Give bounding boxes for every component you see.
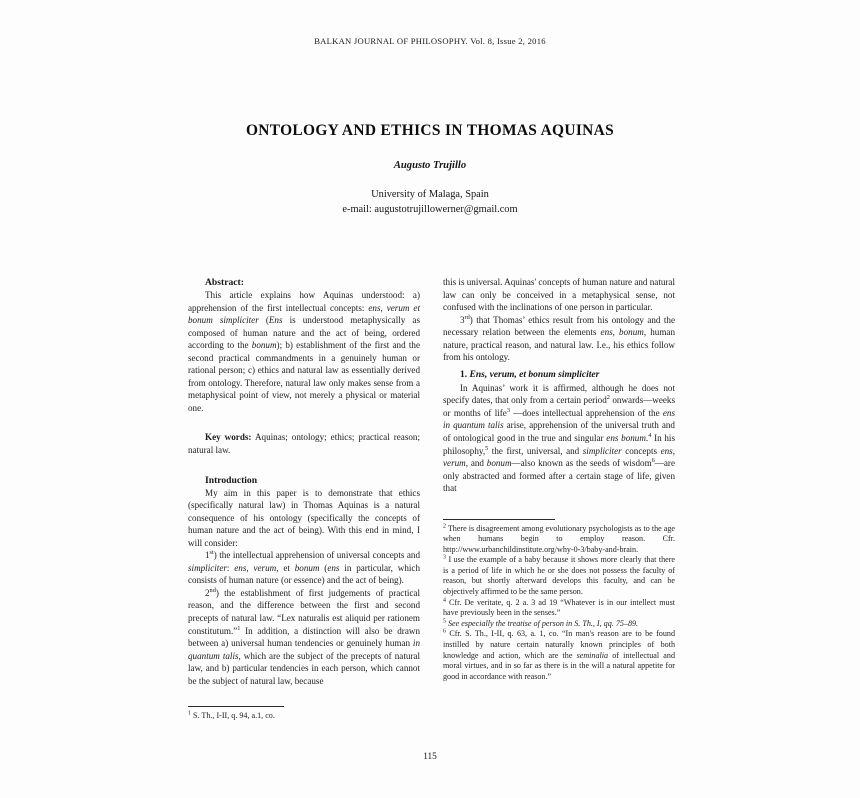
spacer (188, 457, 420, 474)
footnote-ref-4[interactable]: 4 (648, 431, 652, 439)
s1-text-d: arise, apprehension of the universal truth and of ontological good in the true and singular (443, 420, 675, 444)
page-number: 115 (423, 752, 437, 762)
item3-ordinal-suffix: rd (464, 313, 470, 321)
abstract-text-d: ); b) establishment of the first and the second practical commandments in a genuinely human or rational person; c) ethics and natural law as essentially derived from ontology. Therefore, natural law only makes sense from a metaphysical point of view, not merely a physical or material one. (188, 340, 420, 413)
footnote-1-text: S. Th., I-II, q. 94, a.1, co. (190, 710, 275, 720)
footnote-5-text: See especially the treatise of person in S. Th., I, qq. 75–89. (445, 618, 639, 628)
email-line: e-mail: augustotrujillowerner@gmail.com (342, 204, 518, 215)
footnote-3-marker: 3 (443, 554, 446, 561)
footnote-5 (443, 619, 675, 630)
footnote-2-marker: 2 (443, 522, 446, 529)
item2-text-c: , which are the subject of the precepts of natural law, and b) particular tendencies in each person, which cannot be the subject of natural law, because (188, 650, 420, 686)
s1-text-h: concepts (621, 445, 661, 456)
keywords-text: Aquinas; ontology; ethics; practical reason; natural law. (188, 432, 420, 456)
item2-text-b: In addition, a distinction will also be drawn between a) universal human tendencies or genuinely human (188, 625, 420, 649)
footnote-ref-5[interactable]: 5 (485, 444, 489, 452)
item1-italic-3: bonum (294, 562, 320, 573)
s1-italic-3: simpliciter (582, 445, 622, 456)
s1-italic-4: ens, verum (443, 445, 675, 469)
section-1-heading (443, 369, 675, 382)
list-item-2 (188, 587, 420, 687)
item2-number: 2 (205, 587, 210, 598)
item1-text-e: in particular, which consists of human nature (or essence) and the act of being). (188, 562, 420, 586)
footnote-1 (188, 711, 420, 722)
footnote-6-marker: 6 (443, 628, 446, 635)
s1-text-k: —are only abstracted and formed after a certain stage of life, given that (443, 458, 675, 494)
list-item-1 (188, 549, 420, 587)
s1-text-i: , and (465, 458, 487, 469)
page-title: ONTOLOGY AND ETHICS IN THOMAS AQUINAS (245, 122, 614, 140)
footnote-1-marker: 1 (188, 709, 191, 716)
item1-italic-2: ens, verum (234, 562, 277, 573)
footnote-3 (443, 555, 675, 597)
section-1-title: Ens, verum, et bonum simpliciter (469, 369, 600, 380)
footnote-ref-1[interactable]: 1 (237, 624, 241, 632)
abstract-italic-1: ens, verum et bonum simpliciter (188, 302, 420, 326)
s1-italic-2: ens bonum (606, 433, 646, 444)
section-1-number: 1. (460, 369, 470, 380)
section-1-paragraph (443, 382, 675, 495)
item2-italic-1: in quantum talis (188, 638, 420, 661)
left-column (188, 276, 420, 720)
abstract-text-c: is understood metaphysically as composed of human nature and the act of being, ordered according to the (188, 315, 420, 351)
item1-text-a: ) the intellectual apprehension of universal concepts and (213, 550, 420, 561)
s1-text-b: onwards—weeks or months of life (443, 395, 676, 418)
s1-italic-1: ens in quantum talis (443, 407, 675, 431)
left-footnote-block (188, 706, 420, 721)
item1-number: 1 (205, 550, 210, 561)
s1-text-a: In Aquinas’ work it is affirmed, although he does not specify dates, that only from a certain period (443, 382, 675, 406)
footnote-6-text-post: of intellectual and moral virtues, and in so far as there is in the will a natural appetite for good in accordance with reason.” (443, 650, 675, 681)
abstract-paragraph (188, 289, 420, 414)
abstract-text-b: ( (258, 315, 269, 326)
s1-text-f: In his philosophy, (443, 433, 675, 456)
item1-ordinal-suffix: st (209, 549, 214, 557)
footnote-separator-rule (443, 519, 555, 520)
abstract-italic-2: Ens (268, 315, 283, 326)
running-head: BALKAN JOURNAL OF PHILOSOPHY. Vol. 8, Issue 2, 2016 (314, 36, 546, 46)
footnote-ref-2[interactable]: 2 (606, 394, 610, 402)
s1-text-c: —does intellectual apprehension of the (509, 407, 663, 418)
item1-italic-1: simpliciter (188, 562, 227, 573)
footnote-separator-rule (188, 706, 284, 707)
footnote-4-text: Cfr. De veritate, q. 2 a. 3 ad 19 “Whatever is in our intellect must have previously been in the senses.” (443, 597, 675, 618)
s1-text-e: . (645, 433, 649, 444)
right-footnote-block (443, 519, 675, 682)
footnote-ref-3[interactable]: 3 (506, 406, 510, 414)
item2-text-a: ) the establishment of first judgements of practical reason, and the difference between the first and second precepts of natural law. “Lex naturalis est aliquid per rationem constitutum.” (188, 587, 420, 636)
footnote-6-italic: seminalia (576, 650, 609, 660)
footnote-4 (443, 598, 675, 619)
footnote-6 (443, 629, 675, 682)
abstract-italic-3: bonum (251, 340, 277, 351)
abstract-text-a: This article explains how Aquinas understood: a) apprehension of the first intellectual concepts: (188, 290, 420, 313)
footnote-6-text-pre: Cfr. S. Th., I-II, q. 63, a. 1, co. “In man's reason are to be found instilled by nature certain naturally known principles of both knowledge and action, which are the (443, 629, 675, 660)
affiliation-line: University of Malaga, Spain (371, 189, 489, 200)
item3-italic-1: ens, bonum (600, 327, 644, 338)
author-name: Augusto Trujillo (393, 160, 467, 171)
item3-text-b: , human nature, practical reason, and natural law. I.e., his ethics follow from his ontology. (443, 327, 675, 363)
item2-ordinal-suffix: nd (209, 586, 216, 594)
introduction-paragraph: My aim in this paper is to demonstrate that ethics (specifically natural law) in Thomas Aquinas is a natural consequence of his ontology (specifically the concepts of human nature and the act of being). With this end in mind, I will consider: (188, 487, 420, 548)
spacer (188, 414, 420, 431)
item1-text-c: , et (276, 562, 295, 573)
abstract-heading: Abstract: (205, 277, 244, 288)
two-column-body (188, 276, 675, 746)
author-affiliation (0, 187, 860, 217)
s1-italic-5: bonum (486, 458, 512, 469)
keywords-paragraph (188, 431, 420, 456)
footnote-4-marker: 4 (443, 596, 446, 603)
footnote-5-marker: 5 (443, 618, 446, 625)
s1-text-j: —also known as the seeds of wisdom (511, 458, 652, 469)
item3-number: 3 (460, 314, 465, 325)
keywords-label: Key words: (205, 432, 252, 443)
item1-text-b: : (226, 562, 235, 573)
s1-text-g: the first, universal, and (488, 445, 583, 456)
footnote-2-text: There is disagreement among evolutionary psychologists as to the age when humans begin to employ reason. Cfr. http://www.urbanchildinstitute.org/why-0-3/baby-and-brain. (443, 523, 675, 554)
introduction-heading: Introduction (205, 474, 258, 486)
footnote-3-text: I use the example of a baby because it shows more clearly that there is a period of life in which he or she does not possess the faculty of reason, but shortly afterward develops this faculty, and can be objectively affirmed to be the same person. (443, 555, 675, 597)
footnote-2 (443, 524, 675, 556)
footnote-ref-6[interactable]: 6 (651, 457, 655, 465)
item1-italic-4: ens (327, 562, 340, 573)
list-item-3 (443, 314, 675, 364)
item1-text-d: ( (319, 562, 328, 573)
item3-text-a: ) that Thomas’ ethics result from his ontology and the necessary relation between the elements (443, 314, 675, 338)
continued-paragraph: this is universal. Aquinas' concepts of human nature and natural law can only be conceived in a metaphysical sense, not confused with the inclinations of one person in particular. (443, 277, 675, 313)
right-column (443, 276, 676, 681)
